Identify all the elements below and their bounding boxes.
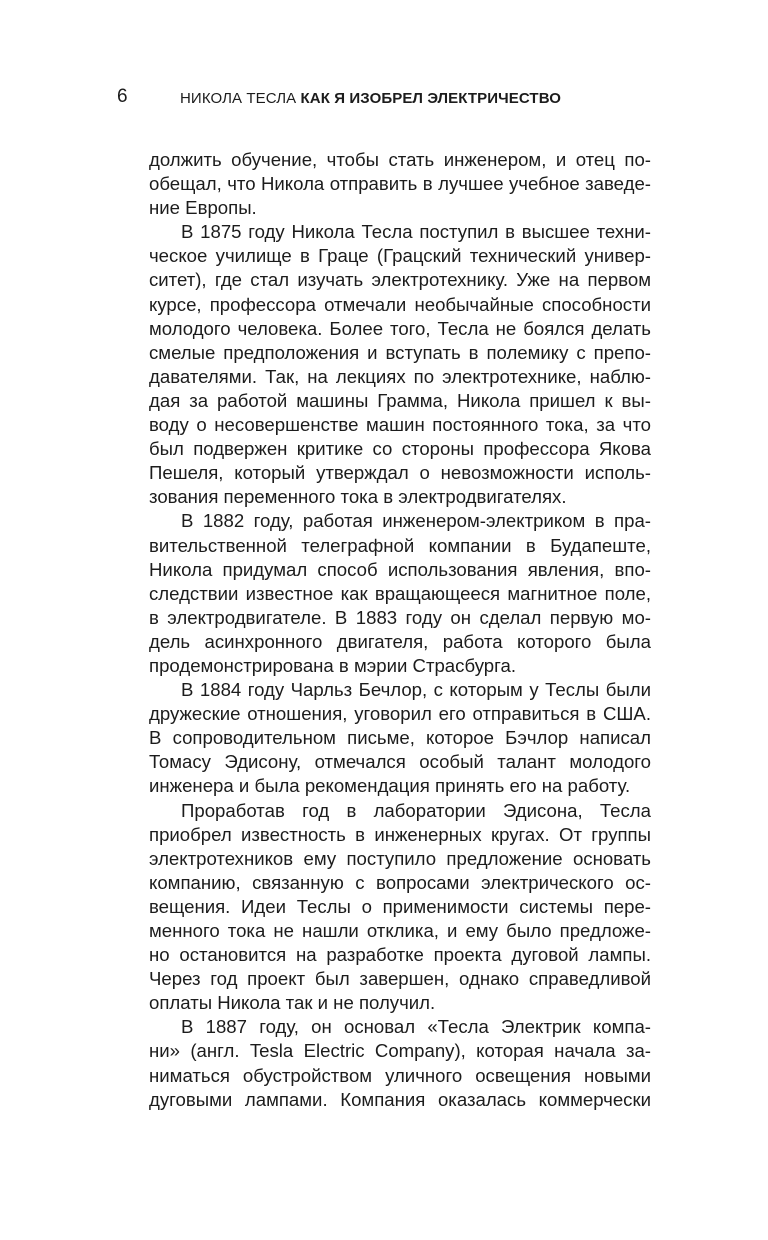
text-line: ни» (англ. Tesla Electric Company), которая начала за- xyxy=(149,1040,651,1062)
text-line: был подвержен критике со стороны профессора Якова xyxy=(149,438,651,460)
text-line: вительственной телеграфной компании в Будапеште, xyxy=(149,534,651,556)
text-line: в электродвигателе. В 1883 году он сделал первую мо- xyxy=(149,606,651,628)
text-line: менного тока не нашли отклика, и ему было предложе- xyxy=(149,920,651,941)
text-line: Через год проект был завершен, однако справедливой xyxy=(149,968,651,990)
text-line: В сопроводительном письме, которое Бэчлор написал xyxy=(149,727,651,749)
running-head-author: НИКОЛА ТЕСЛА xyxy=(180,90,297,107)
text-line: ние Европы. xyxy=(149,197,257,219)
running-head xyxy=(180,87,561,111)
text-line: Проработав год в лаборатории Эдисона, Тесла xyxy=(181,799,651,821)
text-line: В 1882 году, работая инженером-электриком в пра- xyxy=(181,510,651,532)
text-line: но остановится на разработке проекта дуговой лампы. xyxy=(149,944,651,966)
text-line: следствии известное как вращающееся магнитное поле, xyxy=(149,582,651,604)
text-line: В 1887 году, он основал «Тесла Электрик компа- xyxy=(181,1016,651,1038)
text-line: продемонстрирована в мэрии Страсбурга. xyxy=(149,654,516,676)
text-line: дая за работой машины Грамма, Никола пришел к вы- xyxy=(149,389,651,411)
text-line: Томасу Эдисону, отмечался особый талант молодого xyxy=(149,751,651,773)
text-line: дуговыми лампами. Компания оказалась коммерчески xyxy=(149,1088,651,1110)
text-line: молодого человека. Более того, Тесла не боялся делать xyxy=(149,317,651,339)
text-line: смелые предположения и вступать в полемику с препо- xyxy=(149,341,651,363)
text-line: должить обучение, чтобы стать инженером, и отец по- xyxy=(149,149,651,170)
text-line: дружеские отношения, уговорил его отправиться в США. xyxy=(149,703,651,725)
text-line: ситет), где стал изучать электротехнику. Уже на первом xyxy=(149,269,651,291)
body-text xyxy=(149,148,651,1112)
text-line: компанию, связанную с вопросами электрического ос- xyxy=(149,871,651,893)
text-line: ниматься обустройством уличного освещения новыми xyxy=(149,1064,651,1086)
text-line: В 1875 году Никола Тесла поступил в высшее техни- xyxy=(181,221,651,243)
text-line: давателями. Так, на лекциях по электротехнике, наблю- xyxy=(149,365,651,387)
running-head-book-title: КАК Я ИЗОБРЕЛ ЭЛЕКТРИЧЕСТВО xyxy=(300,90,562,107)
page-number: 6 xyxy=(117,86,128,107)
text-line: Никола придумал способ использования явления, впо- xyxy=(149,558,651,580)
text-line: воду о несовершенстве машин постоянного тока, за что xyxy=(149,414,651,436)
text-line: обещал, что Никола отправить в лучшее учебное заведе- xyxy=(149,173,651,195)
text-line: ческое училище в Граце (Грацский технический универ- xyxy=(149,245,651,267)
text-line: В 1884 году Чарльз Бечлор, с которым у Теслы были xyxy=(181,679,651,701)
text-line: дель асинхронного двигателя, работа которого была xyxy=(149,630,651,652)
text-line: оплаты Никола так и не получил. xyxy=(149,992,436,1014)
text-line: инженера и была рекомендация принять его на работу. xyxy=(149,775,631,797)
text-line: приобрел известность в инженерных кругах. От группы xyxy=(149,823,651,845)
text-line: зования переменного тока в электродвигателях. xyxy=(149,486,567,508)
text-line: вещения. Идеи Теслы о применимости системы пере- xyxy=(149,895,651,917)
running-header xyxy=(117,86,677,110)
text-line: Пешеля, который утверждал о невозможности исполь- xyxy=(149,462,651,484)
text-line: электротехников ему поступило предложение основать xyxy=(149,847,651,869)
text-line: курсе, профессора отмечали необычайные способности xyxy=(149,293,651,315)
